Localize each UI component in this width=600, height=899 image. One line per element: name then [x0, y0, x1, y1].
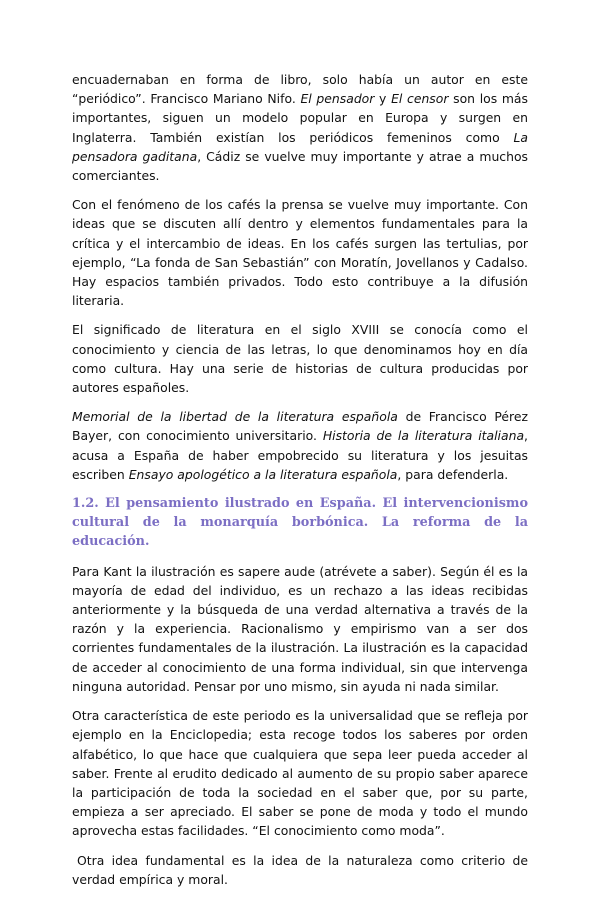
- text-segment-italic: Historia de la literatura italiana: [322, 428, 525, 444]
- text-segment: , acusa a España de haber empobrecido su literatura y los jesuitas escriben: [72, 428, 528, 482]
- section-heading: 1.2. El pensamiento ilustrado en España. El intervencionismo cultural de la monarquía borbónica. La reforma de la educación.: [72, 496, 528, 550]
- text-segment: , para defenderla.: [397, 466, 509, 482]
- paragraph-significado-literatura: [72, 320, 528, 397]
- text-segment-italic: La pensadora gaditana: [72, 129, 528, 164]
- text-segment: Otra característica de este periodo es la universalidad que se refleja por ejemplo en la Enciclopedia; esta recoge todos los saberes por orden alfabético, lo que hace que cualquiera que sepa leer pueda acceder al saber. Frente al erudito dedicado al aumento de su propio saber aparece la participación de toda la sociedad en el saber que, por su parte, empieza a ser apreciado. El saber se pone de moda y todo el mundo aprovecha estas facilidades. “El conocimiento como moda”.: [72, 708, 528, 839]
- text-segment-italic: El censor: [391, 91, 449, 107]
- paragraph-kant: [72, 562, 528, 696]
- text-segment: son los más importantes, siguen un modelo popular en Europa y surgen en Inglaterra. También existían los periódicos femeninos como: [72, 91, 528, 145]
- text-segment: Para Kant la ilustración es sapere aude (atrévete a saber). Según él es la mayoría de edad del individuo, es un rechazo a las ideas recibidas anteriormente y la búsqueda de una verdad alternativa a través de la razón y la experiencia. Racionalismo y empirismo van a ser dos corrientes fundamentales de la ilustración. La ilustración es la capacidad de acceder al conocimiento de una forma individual, sin que intervenga ninguna autoridad. Pensar por uno mismo, sin ayuda ni nada similar.: [72, 563, 528, 694]
- text-segment-italic: Memorial de la libertad de la literatura española: [72, 409, 398, 425]
- text-segment: y: [374, 91, 392, 107]
- text-segment: , Cádiz se vuelve muy importante y atrae a muchos comerciantes.: [72, 148, 528, 184]
- paragraph-cafes: [72, 195, 528, 310]
- text-segment: Con el fenómeno de los cafés la prensa se vuelve muy importante. Con ideas que se discuten allí dentro y elementos fundamentales para la crítica y el intercambio de ideas. En los cafés surgen las tertulias, por ejemplo, “La fonda de San Sebastián” con Moratín, Jovellanos y Cadalso. Hay espacios también privados. Todo esto contribuye a la difusión literaria.: [72, 197, 528, 309]
- text-segment: Otra idea fundamental es la idea de la naturaleza como criterio de verdad empírica y moral.: [72, 852, 528, 887]
- text-segment: de Francisco Pérez Bayer, con conocimiento universitario.: [72, 409, 528, 444]
- text-segment: encuadernaban en forma de libro, solo había un autor en este “periódico”. Francisco Mariano Nifo.: [72, 72, 528, 107]
- paragraph-naturaleza: [72, 851, 528, 889]
- paragraph-memorial: [72, 407, 528, 484]
- text-segment-italic: Ensayo apologético a la literatura española: [128, 466, 398, 482]
- document-page: [72, 70, 528, 899]
- paragraph-universalidad: [72, 706, 528, 840]
- text-segment-italic: El pensador: [300, 91, 375, 107]
- paragraph-periodicos: [72, 70, 528, 185]
- text-segment: El significado de literatura en el siglo XVIII se conocía como el conocimiento y ciencia de las letras, lo que denominamos hoy en día como cultura. Hay una serie de historias de cultura producidas por autores españoles.: [72, 322, 528, 396]
